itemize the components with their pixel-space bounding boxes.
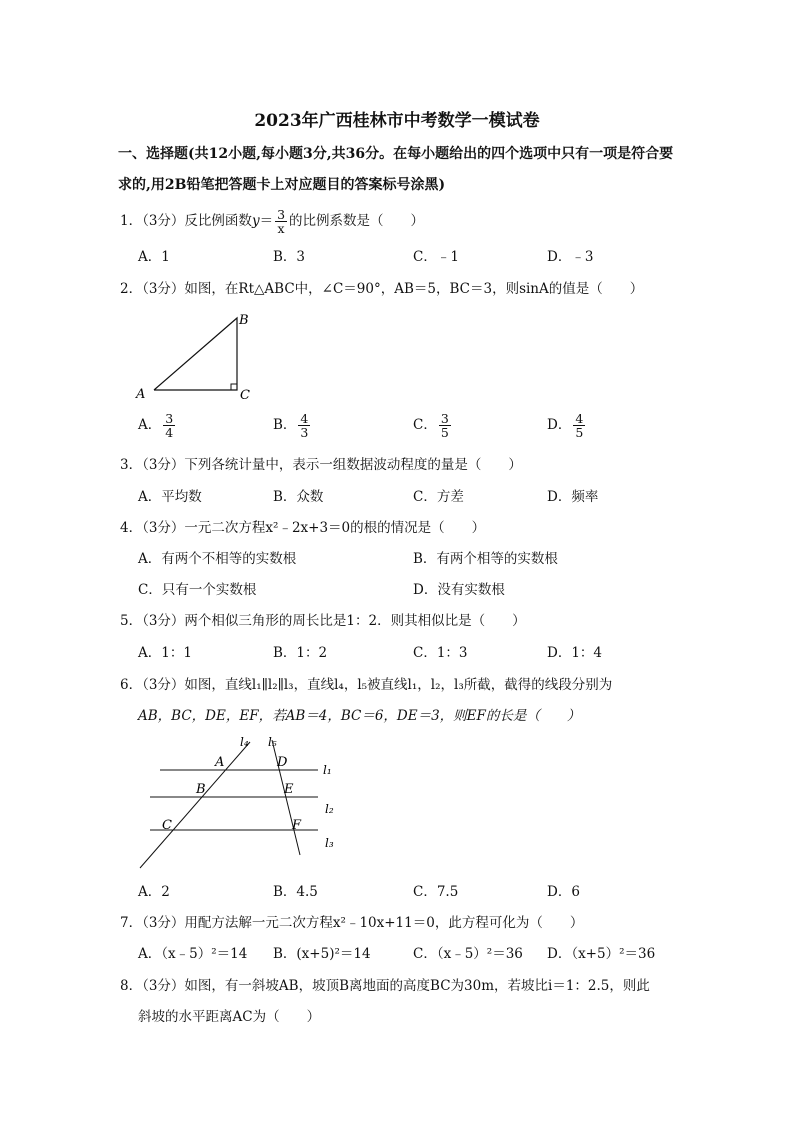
question-2: 2．（3分）如图，在Rt△ABC中，∠C＝90°，AB＝5，BC＝3，则sinA的值是（ ） bbox=[120, 281, 644, 297]
q6-parallel-lines-figure bbox=[120, 730, 360, 875]
q5-option-a[interactable]: A．1：1 bbox=[138, 645, 192, 661]
q1-eq: ＝ bbox=[259, 213, 274, 229]
q3-option-c[interactable]: C．方差 bbox=[413, 489, 464, 505]
q6-option-d[interactable]: D．6 bbox=[547, 884, 580, 900]
q2-option-a-letter: A． bbox=[138, 417, 162, 433]
q2-option-b-letter: B． bbox=[273, 417, 297, 433]
q6-label-l4: l₄ bbox=[240, 735, 249, 749]
q4-option-d[interactable]: D．没有实数根 bbox=[413, 582, 505, 598]
q3-option-d[interactable]: D．频率 bbox=[547, 489, 599, 505]
q2-option-a[interactable] bbox=[138, 412, 177, 439]
q6-label-f: F bbox=[292, 818, 302, 833]
q1-denominator: x bbox=[277, 221, 285, 236]
question-6-line-1: 6．（3分）如图，直线l₁∥l₂∥l₃，直线l₄，l₅被直线l₁，l₂，l₃所截，截得的线段分别为 bbox=[120, 677, 613, 693]
q2-label-a: A bbox=[136, 387, 146, 402]
q2-option-b-fraction bbox=[298, 412, 310, 439]
q5-option-b[interactable]: B．1：2 bbox=[273, 645, 328, 661]
q6-label-l1: l₁ bbox=[323, 763, 332, 777]
q2-option-a-num: 3 bbox=[165, 411, 174, 426]
q2-option-a-fraction bbox=[163, 412, 175, 439]
q2-triangle-figure bbox=[130, 310, 260, 405]
question-1 bbox=[120, 208, 424, 235]
q2-option-b[interactable] bbox=[273, 412, 312, 439]
q6-option-c[interactable]: C．7.5 bbox=[413, 884, 459, 900]
q2-option-d-den: 5 bbox=[575, 425, 584, 440]
q6-option-a[interactable]: A．2 bbox=[138, 884, 170, 900]
page-title: 2023年广西桂林市中考数学一模试卷 bbox=[254, 111, 540, 131]
q7-option-d[interactable]: D．（x+5）²＝36 bbox=[547, 946, 656, 962]
q2-option-d[interactable] bbox=[547, 412, 587, 439]
q2-option-b-den: 3 bbox=[300, 425, 309, 440]
q3-option-b[interactable]: B．众数 bbox=[273, 489, 324, 505]
q1-prefix: 1．（3分）反比例函数 bbox=[120, 213, 252, 229]
question-4: 4．（3分）一元二次方程x²﹣2x+3＝0的根的情况是（ ） bbox=[120, 520, 486, 536]
q6-label-l3: l₃ bbox=[325, 836, 334, 850]
q2-option-c-letter: C． bbox=[413, 417, 437, 433]
q2-option-c-fraction bbox=[439, 412, 451, 439]
q4-option-c[interactable]: C．只有一个实数根 bbox=[138, 582, 257, 598]
question-7: 7．（3分）用配方法解一元二次方程x²﹣10x+11＝0，此方程可化为（ ） bbox=[120, 915, 584, 931]
q7-option-c[interactable]: C．（x﹣5）²＝36 bbox=[413, 946, 523, 962]
q1-numerator: 3 bbox=[277, 207, 286, 222]
q6-label-a: A bbox=[215, 755, 225, 770]
q1-var: y bbox=[251, 213, 260, 229]
q4-option-a[interactable]: A．有两个不相等的实数根 bbox=[138, 551, 297, 567]
question-3: 3．（3分）下列各统计量中，表示一组数据波动程度的量是（ ） bbox=[120, 457, 522, 473]
question-8-line-2: 斜坡的水平距离AC为（ ） bbox=[138, 1009, 321, 1025]
question-8-line-1: 8．（3分）如图，有一斜坡AB，坡顶B离地面的高度BC为30m，若坡比i＝1：2.5，则此 bbox=[120, 978, 650, 994]
q1-option-c[interactable]: C．﹣1 bbox=[413, 249, 459, 265]
q6-option-b[interactable]: B．4.5 bbox=[273, 884, 318, 900]
q6-label-d: D bbox=[277, 755, 288, 770]
q2-option-a-den: 4 bbox=[165, 425, 174, 440]
q7-option-a[interactable]: A．（x﹣5）²＝14 bbox=[138, 946, 248, 962]
q2-option-c-num: 3 bbox=[440, 411, 449, 426]
section-heading-line-2: 求的,用2B铅笔把答题卡上对应题目的答案标号涂黑) bbox=[118, 177, 446, 193]
q2-option-d-letter: D． bbox=[547, 417, 572, 433]
q1-option-a[interactable]: A．1 bbox=[138, 249, 170, 265]
q1-fraction bbox=[275, 208, 287, 235]
q6-label-l5: l₅ bbox=[268, 735, 277, 749]
q6-label-l2: l₂ bbox=[325, 802, 334, 816]
q2-option-d-num: 4 bbox=[575, 411, 584, 426]
q4-option-b[interactable]: B．有两个相等的实数根 bbox=[413, 551, 558, 567]
q1-option-b[interactable]: B．3 bbox=[273, 249, 306, 265]
q5-option-c[interactable]: C．1：3 bbox=[413, 645, 468, 661]
question-5: 5．（3分）两个相似三角形的周长比是1：2．则其相似比是（ ） bbox=[120, 613, 526, 629]
q5-option-d[interactable]: D．1：4 bbox=[547, 645, 603, 661]
q6-label-b: B bbox=[196, 782, 206, 797]
q7-option-b[interactable]: B．(x+5)²＝14 bbox=[273, 946, 371, 962]
q2-option-b-num: 4 bbox=[300, 411, 309, 426]
q2-option-c[interactable] bbox=[413, 412, 453, 439]
q6-label-c: C bbox=[162, 818, 172, 833]
q6-label-e: E bbox=[284, 782, 294, 797]
q2-label-b: B bbox=[239, 313, 249, 328]
q1-option-d[interactable]: D．﹣3 bbox=[547, 249, 594, 265]
q3-option-a[interactable]: A．平均数 bbox=[138, 489, 202, 505]
question-6-line-2: AB，BC，DE，EF，若AB＝4，BC＝6，DE＝3，则EF的长是（ ） bbox=[138, 708, 581, 724]
q1-suffix: 的比例系数是（ ） bbox=[289, 213, 425, 229]
q2-option-c-den: 5 bbox=[440, 425, 449, 440]
q2-option-d-fraction bbox=[573, 412, 585, 439]
section-heading-line-1: 一、选择题(共12小题,每小题3分,共36分。在每小题给出的四个选项中只有一项是符合要 bbox=[118, 146, 674, 162]
q2-label-c: C bbox=[240, 388, 250, 403]
